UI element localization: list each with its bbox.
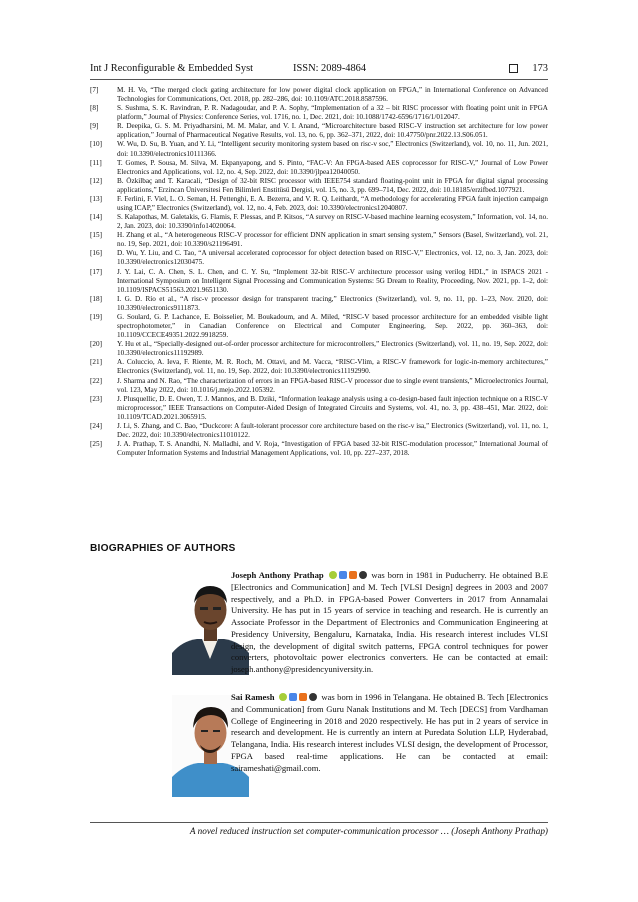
- author-bio: [231, 570, 548, 676]
- reference-number: [10]: [90, 140, 102, 149]
- scopus-icon[interactable]: [349, 571, 357, 579]
- reference-item: [90, 122, 548, 140]
- reference-item: [90, 213, 548, 231]
- reference-number: [21]: [90, 358, 102, 367]
- reference-number: [25]: [90, 440, 102, 449]
- page-number: 173: [532, 62, 548, 74]
- reference-text: F. Ferlini, F. Viel, L. O. Seman, H. Pettenghi, E. A. Bezerra, and V. R. Q. Leithardt, “A methodology for accelerating FPGA fault injection campaign using ICAP,” Electronics (Switzerland), vol. 12, no. 4, Feb. 2023, doi: 10.3390/electronics12040807.: [117, 194, 548, 213]
- reference-text: H. Zhang et al., “A heterogeneous RISC-V processor for efficient DNN application in smart sensing system,” Sensors (Basel, Switzerland), vol. 21, no. 19, Sep. 2021, doi: 10.3390/s21196491.: [117, 231, 548, 249]
- reference-text: G. Soulard, G. P. Lachance, E. Boisselier, M. Boukadoum, and A. Miled, “RISC-V based processor architecture for an embedded visible light spectrophotometer,” in Canadian Conference on Electrical and Computer Engineering, Sep. 2022, pp. 360–363, doi: 10.1109/CCECE49351.2022.9918259.: [117, 312, 548, 340]
- reference-item: [90, 86, 548, 104]
- reference-text: B. Özkilbaç and T. Karacali, “Design of 32-bit RISC processor with IEEE754 standard floating-point unit in FPGA for digital signal processing applications,” Erzincan Üniversitesi Fen Bilimleri Enstitüsü Dergisi, vol. 15, no. 3, pp. 699–714, Dec. 2022, doi: 10.18185/erzifbed.1077921.: [117, 176, 548, 194]
- reference-item: [90, 268, 548, 295]
- page-header: [90, 61, 548, 75]
- author-bio: [231, 692, 548, 774]
- reference-number: [17]: [90, 267, 102, 276]
- reference-number: [9]: [90, 122, 99, 131]
- reference-number: [19]: [90, 312, 102, 321]
- reference-text: I. G. D. Río et al., “A risc-v processor design for transparent tracing,” Electronics (Switzerland), vol. 9, no. 11, pp. 1–23, Nov. 2020, doi: 10.3390/electronics9111873.: [117, 294, 548, 312]
- journal-name: Int J Reconfigurable & Embedded Syst: [90, 62, 254, 74]
- reference-item: [90, 440, 548, 458]
- reference-text: M. H. Vo, “The merged clock gating architecture for low power digital clock application on FPGA,” in International Conference on Advanced Technologies for Communications, Oct. 2018, pp. 282–286, doi: 10.1109/ATC.2018.8587596.: [117, 86, 548, 104]
- checkbox-icon: [509, 64, 518, 73]
- publons-icon[interactable]: [309, 693, 317, 701]
- reference-item: [90, 195, 548, 213]
- reference-item: [90, 159, 548, 177]
- reference-item: [90, 295, 548, 313]
- reference-number: [18]: [90, 294, 102, 303]
- google-scholar-icon[interactable]: [339, 571, 347, 579]
- section-heading: BIOGRAPHIES OF AUTHORS: [90, 543, 236, 554]
- reference-number: [12]: [90, 176, 102, 185]
- orcid-icon[interactable]: [279, 693, 287, 701]
- reference-number: [11]: [90, 158, 102, 167]
- author-name: Joseph Anthony Prathap: [231, 570, 324, 580]
- reference-number: [8]: [90, 104, 99, 113]
- reference-number: [22]: [90, 376, 102, 385]
- reference-text: A. Coluccio, A. Ieva, F. Riente, M. R. Roch, M. Ottavi, and M. Vacca, “RISC-Vlim, a RISC-V framework for logic-in-memory architectures,” Electronics (Switzerland), vol. 11, no. 19, Sep. 2022, doi: 10.3390/electronics11192990.: [117, 358, 548, 376]
- header-rule: [90, 79, 548, 80]
- reference-item: [90, 422, 548, 440]
- reference-text: W. Wu, D. Su, B. Yuan, and Y. Li, “Intelligent security monitoring system based on risc-v soc,” Electronics (Switzerland), vol. 10, no. 11, Jun. 2021, doi: 10.3390/electronics10111366.: [117, 140, 548, 158]
- reference-number: [20]: [90, 340, 102, 349]
- reference-text: R. Deepika, G. S. M. Priyadharsini, M. M. Malar, and V. I. Anand, “Microarchitecture based RISC-V instruction set architecture for low power application,” Journal of Pharmaceutical Negative Results, vol. 13, no. 6, pp. 362–371, 2022, doi: 10.47750/pnr.2022.13.S06.051.: [117, 122, 548, 140]
- reference-text: J. Y. Lai, C. A. Chen, S. L. Chen, and C. Y. Su, “Implement 32-bit RISC-V architecture processor using verilog HDL,” in ISPACS 2021 - International Symposium on Intelligent Signal Processing and Communication Systems: 5G Dream to Reality, Proceeding, Nov. 2021, pp. 1–2, doi: 10.1109/ISPACS51563.2021.9651130.: [117, 267, 548, 294]
- reference-item: [90, 249, 548, 267]
- reference-text: J. Plusquellic, D. E. Owen, T. J. Mannos, and B. Dziki, “Information leakage analysis using a co-design-based fault injection technique on a RISC-V microprocessor,” IEEE Transactions on Computer-Aided Design of Integrated Circuits and Systems, vol. 41, no. 3, pp. 438–451, Mar. 2022, doi: 10.1109/TCAD.2021.3065915.: [117, 394, 548, 421]
- reference-number: [14]: [90, 213, 102, 222]
- reference-number: [23]: [90, 394, 102, 403]
- scopus-icon[interactable]: [299, 693, 307, 701]
- reference-item: [90, 177, 548, 195]
- reference-text: Y. Hu et al., “Specially-designed out-of-order processor architecture for microcontrollers,” Electronics (Switzerland), vol. 11, no. 19, Sep. 2022, doi: 10.3390/electronics11192989.: [117, 340, 548, 358]
- author-bio-text: was born in 1981 in Puducherry. He obtained B.E [Electronics and Communication] and M. Tech [VLSI Design] degrees in 2003 and 2007 respectively, and a Ph.D. in FPGA-based Power Converters in 2017 from Annamalai University. He has put in 15 years of service in teaching and research. He is currently an Associate Professor in the Department of Electronics and Communication Engineering at Presidency University, Bengaluru, Karnataka, India. His research interest includes VLSI design, the development of digital switch patterns, FPGA control techniques for power converters, photovoltaic power electronics converters. He can be contacted at email: joseph.anthony@presidencyuniversity.in.: [231, 570, 548, 674]
- reference-item: [90, 395, 548, 422]
- reference-item: [90, 377, 548, 395]
- orcid-icon[interactable]: [329, 571, 337, 579]
- reference-number: [7]: [90, 86, 99, 94]
- reference-item: [90, 358, 548, 376]
- page-footer: A novel reduced instruction set computer-communication processor … (Joseph Anthony Prathap): [189, 826, 548, 836]
- reference-item: [90, 340, 548, 358]
- reference-number: [16]: [90, 249, 102, 258]
- reference-text: J. A. Prathap, T. S. Anandhi, N. Malladhi, and V. Roja, “Investigation of FPGA based 32-bit RISC-modulation processor,” International Journal of Computer Information Systems and Industrial Management Applications, vol. 10, pp. 227–237, 2018.: [117, 440, 548, 458]
- journal-issn: ISSN: 2089-4864: [293, 62, 367, 74]
- reference-text: D. Wu, Y. Liu, and C. Tao, “A universal accelerated coprocessor for object detection based on RISC-V,” Electronics, vol. 12, no. 3, Jan. 2023, doi: 10.3390/electronics12030475.: [117, 249, 548, 267]
- google-scholar-icon[interactable]: [289, 693, 297, 701]
- reference-list: [90, 86, 548, 458]
- reference-text: J. Sharma and N. Rao, “The characterization of errors in an FPGA-based RISC-V processor due to single event transients,” Microelectronics Journal, vol. 123, May 2022, doi: 10.1016/j.mejo.2022.105392.: [117, 376, 548, 394]
- author-name: Sai Ramesh: [231, 692, 275, 702]
- reference-number: [24]: [90, 421, 102, 430]
- reference-item: [90, 313, 548, 340]
- reference-text: S. Kalapothas, M. Galetakis, G. Flamis, F. Plessas, and P. Kitsos, “A survey on RISC-V-based machine learning ecosystem,” Information, vol. 14, no. 2, Jan. 2023, doi: 10.3390/info14020064.: [117, 213, 548, 231]
- reference-text: J. Li, S. Zhang, and C. Bao, “Duckcore: A fault-tolerant processor core architecture based on the risc-v isa,” Electronics (Switzerland), vol. 11, no. 1, Dec. 2022, doi: 10.3390/electronics11010122.: [117, 421, 548, 439]
- reference-item: [90, 104, 548, 122]
- publons-icon[interactable]: [359, 571, 367, 579]
- reference-text: S. Sushma, S. K. Ravindran, P. R. Nadagoudar, and P. A. Sophy, “Implementation of a 32 – bit RISC processor with floating point unit in FPGA platform,” Journal of Physics: Conference Series, vol. 1716, no. 1, Dec. 2021, doi: 10.1088/1742-6596/1716/1/012047.: [117, 104, 548, 122]
- reference-number: [15]: [90, 231, 102, 240]
- reference-item: [90, 231, 548, 249]
- footer-rule: [90, 822, 548, 823]
- author-bio-text: was born in 1996 in Telangana. He obtained B. Tech [Electronics and Communication] from Guru Nanak Institutions and M. Tech [DECS] from Vardhaman College of Engineering in 2018 and 2020 respectively. He has put in 2 years of service in research and development. He is currently an intern at Puredata Solution LLP, Hyderabad, Telangana, India. His research interest includes VLSI design, the development of Processor, FPGA based real-time applications. He can be contacted at email: sairameshati@gmail.com.: [231, 692, 548, 773]
- reference-text: T. Gomes, P. Sousa, M. Silva, M. Ekpanyapong, and S. Pinto, “FAC-V: An FPGA-based AES coprocessor for RISC-V,” Journal of Low Power Electronics and Applications, vol. 12, no. 4, Sep. 2022, doi: 10.3390/jlpea12040050.: [117, 158, 548, 176]
- reference-item: [90, 140, 548, 158]
- reference-number: [13]: [90, 194, 102, 203]
